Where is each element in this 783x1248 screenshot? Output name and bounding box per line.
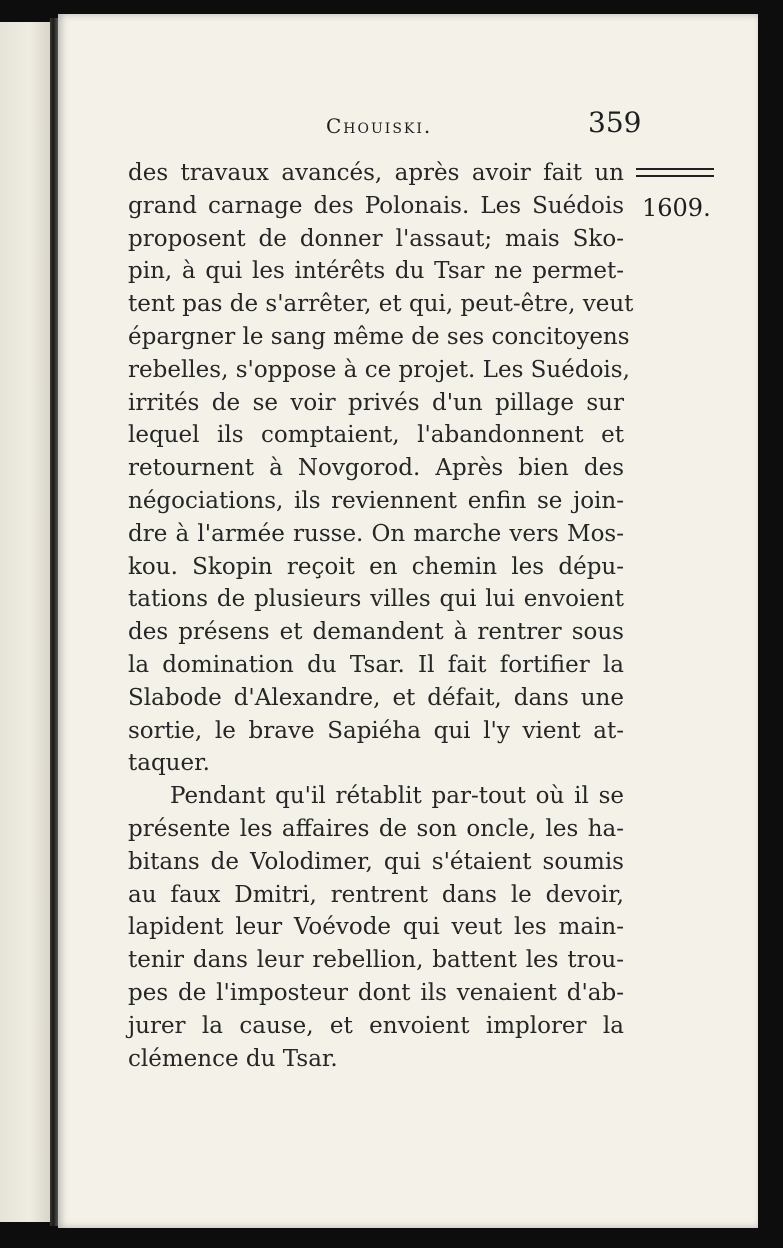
text-line: au faux Dmitri, rentrent dans le devoir,: [128, 881, 624, 908]
text-line: proposent de donner l'assaut; mais Sko-: [128, 225, 624, 252]
text-line: taquer.: [128, 750, 210, 777]
text-line: grand carnage des Polonais. Les Suédois: [128, 192, 624, 219]
text-line: lequel ils comptaient, l'abandonnent et: [128, 422, 624, 449]
text-line: bitans de Volodimer, qui s'étaient soumis: [128, 848, 624, 875]
running-head: [58, 106, 758, 146]
margin-rule-ornament: [636, 168, 714, 177]
text-line: tations de plusieurs villes qui lui envoient: [128, 586, 624, 613]
text-line: pin, à qui les intérêts du Tsar ne permet-: [128, 258, 624, 285]
text-line: irrités de se voir privés d'un pillage sur: [128, 389, 624, 416]
text-line: pes de l'imposteur dont ils venaient d'ab-: [128, 979, 624, 1006]
facing-page-edge: [0, 22, 50, 1222]
paragraph: [128, 780, 624, 1075]
text-line: épargner le sang même de ses concitoyens: [128, 323, 630, 350]
text-line: des travaux avancés, après avoir fait un: [128, 160, 624, 186]
margin-year-note: 1609.: [642, 194, 711, 222]
text-line: Pendant qu'il rétablit par-tout où il se: [170, 783, 624, 810]
running-head-title: Chouiski.: [326, 114, 433, 138]
text-line: jurer la cause, et envoient implorer la: [128, 1012, 624, 1039]
text-line: sortie, le brave Sapiéha qui l'y vient at-: [128, 717, 624, 744]
page-number: 359: [588, 106, 642, 139]
text-line: des présens et demandent à rentrer sous: [128, 619, 624, 646]
text-line: clémence du Tsar.: [128, 1045, 338, 1072]
text-line: rebelles, s'oppose à ce projet. Les Suédois,: [128, 356, 630, 383]
text-line: négociations, ils reviennent enfin se join-: [128, 487, 624, 514]
body-text: [128, 157, 634, 1075]
book-gutter: [50, 18, 58, 1226]
paragraph: [128, 157, 634, 780]
text-line: la domination du Tsar. Il fait fortifier la: [128, 651, 624, 678]
text-line: dre à l'armée russe. On marche vers Mos-: [128, 520, 624, 547]
text-line: tenir dans leur rebellion, battent les trou-: [128, 947, 624, 974]
book-page: [58, 14, 758, 1228]
text-line: Slabode d'Alexandre, et défait, dans une: [128, 684, 624, 711]
text-line: lapident leur Voévode qui veut les main-: [128, 914, 624, 941]
text-line: retournent à Novgorod. Après bien des: [128, 455, 624, 482]
text-line: tent pas de s'arrêter, et qui, peut-être, veut: [128, 291, 634, 318]
text-line: présente les affaires de son oncle, les ha-: [128, 815, 624, 842]
text-line: kou. Skopin reçoit en chemin les dépu-: [128, 553, 624, 580]
